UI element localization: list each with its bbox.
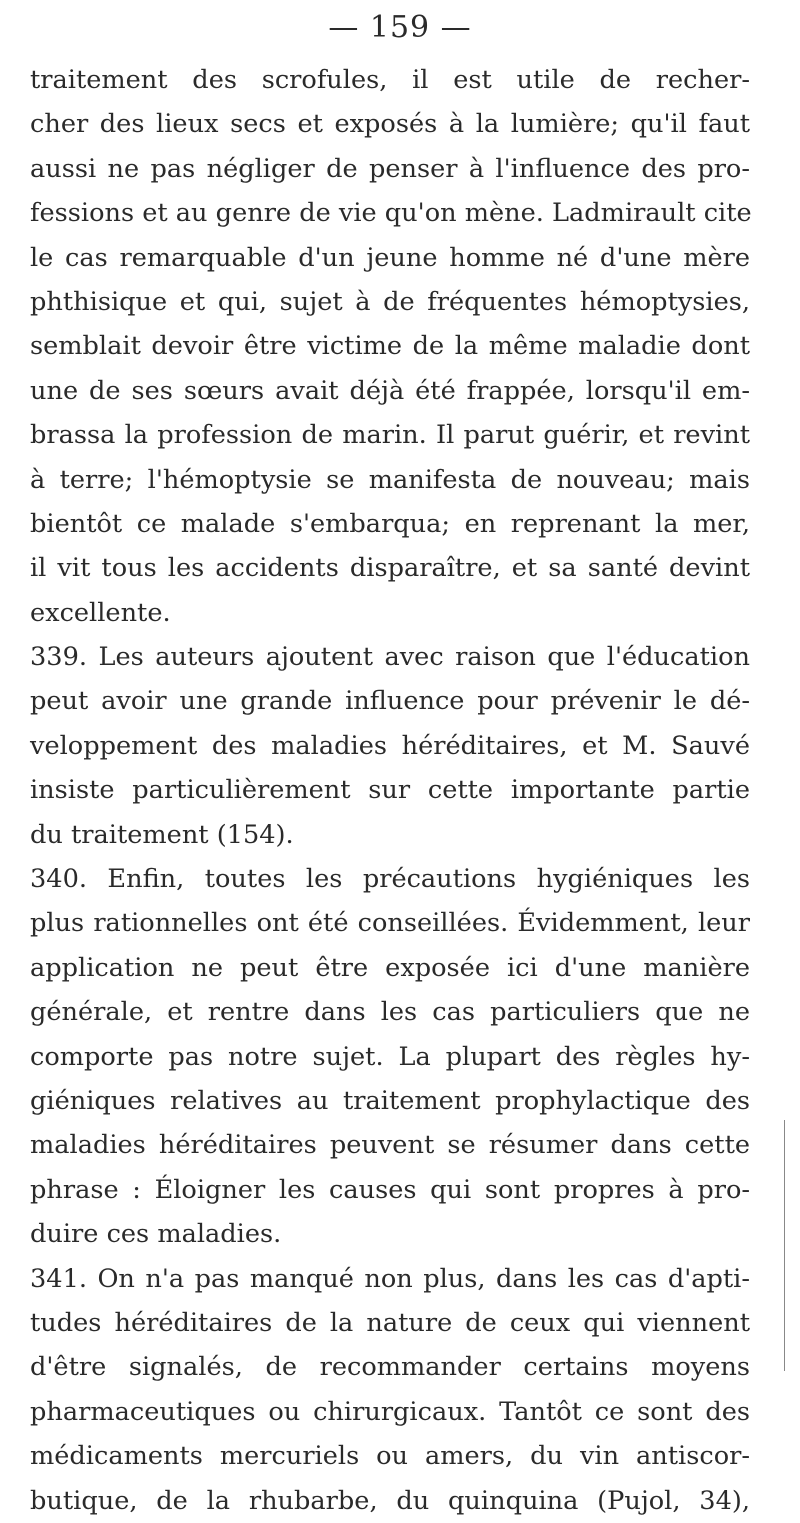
margin-rule bbox=[784, 1120, 785, 1371]
text-line: 340. Enfin, toutes les précautions hygiéniques les bbox=[30, 864, 750, 895]
text-line: médicaments mercuriels ou amers, du vin antiscor- bbox=[30, 1441, 750, 1472]
text-line: butique, de la rhubarbe, du quinquina (Pujol, 34), bbox=[30, 1485, 750, 1516]
text-line: insiste particulièrement sur cette importante partie bbox=[30, 775, 750, 806]
text-line: bientôt ce malade s'embarqua; en reprenant la mer, bbox=[30, 508, 750, 539]
text-line: excellente. bbox=[30, 597, 171, 628]
page-number: — 159 — bbox=[328, 10, 472, 45]
text-line: peut avoir une grande influence pour prévenir le dé- bbox=[30, 686, 750, 717]
text-line: le cas remarquable d'un jeune homme né d'une mère bbox=[30, 242, 750, 273]
text-line: application ne peut être exposée ici d'une manière bbox=[30, 952, 750, 983]
text-line: tudes héréditaires de la nature de ceux qui viennent bbox=[30, 1307, 750, 1338]
text-line: il vit tous les accidents disparaître, et sa santé devint bbox=[30, 553, 750, 584]
text-line: giéniques relatives au traitement prophylactique des bbox=[30, 1085, 750, 1116]
text-line: maladies héréditaires peuvent se résumer dans cette bbox=[30, 1130, 750, 1161]
text-line: aussi ne pas négliger de penser à l'influence des pro- bbox=[30, 153, 750, 184]
text-line: une de ses sœurs avait déjà été frappée, lorsqu'il em- bbox=[30, 375, 750, 406]
text-line: pharmaceutiques ou chirurgicaux. Tantôt ce sont des bbox=[30, 1396, 750, 1427]
text-line: du traitement (154). bbox=[30, 819, 294, 850]
text-line: d'être signalés, de recommander certains moyens bbox=[30, 1352, 750, 1383]
text-line: 341. On n'a pas manqué non plus, dans les cas d'apti- bbox=[30, 1263, 750, 1294]
body-text bbox=[30, 58, 750, 1523]
text-line: générale, et rentre dans les cas particuliers que ne bbox=[30, 997, 750, 1028]
text-line: brassa la profession de marin. Il parut guérir, et revint bbox=[30, 420, 750, 451]
text-line: fessions et au genre de vie qu'on mène. Ladmirault cite bbox=[30, 198, 752, 229]
text-line: traitement des scrofules, il est utile de recher- bbox=[30, 65, 750, 95]
text-line: plus rationnelles ont été conseillées. Évidemment, leur bbox=[30, 908, 750, 939]
text-line: 339. Les auteurs ajoutent avec raison que l'éducation bbox=[30, 642, 750, 673]
text-line: veloppement des maladies héréditaires, et M. Sauvé bbox=[30, 730, 750, 761]
text-line: phrase : Éloigner les causes qui sont propres à pro- bbox=[30, 1174, 750, 1205]
text-line: cher des lieux secs et exposés à la lumière; qu'il faut bbox=[30, 109, 750, 140]
text-line: semblait devoir être victime de la même maladie dont bbox=[30, 331, 750, 362]
text-line: duire ces maladies. bbox=[30, 1219, 282, 1250]
text-line: à terre; l'hémoptysie se manifesta de nouveau; mais bbox=[30, 464, 750, 495]
text-line: phthisique et qui, sujet à de fréquentes hémoptysies, bbox=[30, 286, 750, 317]
text-line: comporte pas notre sujet. La plupart des règles hy- bbox=[30, 1041, 750, 1072]
